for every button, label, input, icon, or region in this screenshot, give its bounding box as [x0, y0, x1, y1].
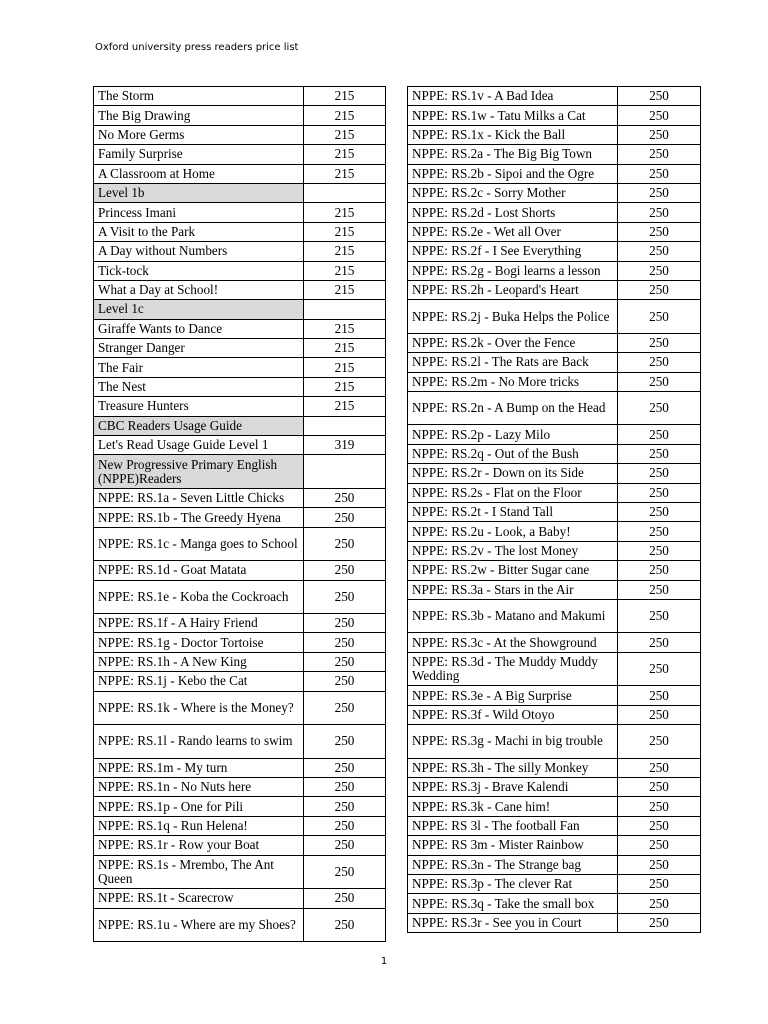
title-cell: NPPE: RS.2k - Over the Fence — [408, 333, 618, 352]
table-row — [408, 913, 701, 932]
price-cell: 250 — [304, 725, 386, 759]
price-cell: 250 — [304, 836, 386, 855]
table-row — [94, 280, 386, 299]
title-cell: Tick-tock — [94, 261, 304, 280]
table-row — [94, 164, 386, 183]
title-cell: The Big Drawing — [94, 106, 304, 125]
title-cell: NPPE: RS.2n - A Bump on the Head — [408, 391, 618, 425]
table-row — [94, 125, 386, 144]
price-cell: 250 — [304, 889, 386, 908]
price-cell: 250 — [304, 561, 386, 580]
title-cell: NPPE: RS.2a - The Big Big Town — [408, 145, 618, 164]
table-row — [408, 633, 701, 652]
price-cell: 250 — [618, 425, 701, 444]
title-cell: NPPE: RS.2l - The Rats are Back — [408, 353, 618, 372]
title-cell: Family Surprise — [94, 145, 304, 164]
title-cell: NPPE: RS.1w - Tatu Milks a Cat — [408, 106, 618, 125]
price-cell: 250 — [618, 652, 701, 686]
price-cell: 250 — [304, 672, 386, 691]
price-cell: 250 — [304, 633, 386, 652]
table-row — [408, 183, 701, 202]
table-row — [94, 358, 386, 377]
table-row — [408, 164, 701, 183]
section-heading-row — [94, 183, 386, 202]
table-row — [94, 889, 386, 908]
title-cell: NPPE: RS.1p - One for Pili — [94, 797, 304, 816]
price-cell: 215 — [304, 125, 386, 144]
price-cell: 250 — [618, 836, 701, 855]
title-cell: NPPE: RS.1s - Mrembo, The Ant Queen — [94, 855, 304, 889]
table-row — [408, 145, 701, 164]
price-cell — [304, 455, 386, 489]
title-cell: Princess Imani — [94, 203, 304, 222]
price-cell: 215 — [304, 106, 386, 125]
price-cell: 250 — [618, 541, 701, 560]
table-row — [94, 561, 386, 580]
table-row — [408, 353, 701, 372]
price-cell: 250 — [618, 483, 701, 502]
table-row — [408, 541, 701, 560]
price-cell: 250 — [618, 106, 701, 125]
table-row — [94, 106, 386, 125]
price-cell: 250 — [618, 242, 701, 261]
price-cell: 250 — [304, 527, 386, 561]
price-cell: 250 — [618, 353, 701, 372]
price-cell: 319 — [304, 436, 386, 455]
table-row — [94, 145, 386, 164]
price-cell: 250 — [618, 444, 701, 463]
table-row — [408, 561, 701, 580]
price-table-left — [93, 86, 386, 942]
title-cell: NPPE: RS.2e - Wet all Over — [408, 222, 618, 241]
price-cell: 215 — [304, 145, 386, 164]
price-cell: 250 — [304, 580, 386, 614]
table-row — [408, 106, 701, 125]
title-cell: NPPE: RS.1a - Seven Little Chicks — [94, 488, 304, 507]
table-row — [94, 527, 386, 561]
table-row — [408, 686, 701, 705]
table-row — [94, 261, 386, 280]
title-cell: NPPE: RS.3b - Matano and Makumi — [408, 599, 618, 633]
table-row — [408, 503, 701, 522]
table-row — [408, 444, 701, 463]
price-cell: 215 — [304, 319, 386, 338]
table-row — [94, 436, 386, 455]
title-cell: NPPE: RS.3j - Brave Kalendi — [408, 778, 618, 797]
table-row — [94, 222, 386, 241]
price-cell: 215 — [304, 242, 386, 261]
title-cell: The Fair — [94, 358, 304, 377]
price-cell: 215 — [304, 87, 386, 106]
table-row — [94, 855, 386, 889]
price-cell: 250 — [618, 391, 701, 425]
section-heading: CBC Readers Usage Guide — [94, 416, 304, 435]
title-cell: NPPE: RS.1e - Koba the Cockroach — [94, 580, 304, 614]
price-cell: 250 — [304, 488, 386, 507]
table-row — [408, 875, 701, 894]
title-cell: NPPE: RS.2f - I See Everything — [408, 242, 618, 261]
title-cell: NPPE: RS.2r - Down on its Side — [408, 464, 618, 483]
table-row — [408, 705, 701, 724]
title-cell: NPPE: RS.1j - Kebo the Cat — [94, 672, 304, 691]
title-cell: NPPE: RS.1v - A Bad Idea — [408, 87, 618, 106]
title-cell: NPPE: RS.1c - Manga goes to School — [94, 527, 304, 561]
title-cell: NPPE: RS.3p - The clever Rat — [408, 875, 618, 894]
title-cell: NPPE: RS.2u - Look, a Baby! — [408, 522, 618, 541]
table-row — [408, 725, 701, 759]
table-row — [408, 425, 701, 444]
title-cell: NPPE: RS.2p - Lazy Milo — [408, 425, 618, 444]
title-cell: Stranger Danger — [94, 339, 304, 358]
table-row — [94, 725, 386, 759]
title-cell: NPPE: RS.1n - No Nuts here — [94, 778, 304, 797]
title-cell: NPPE: RS.2h - Leopard's Heart — [408, 280, 618, 299]
price-cell: 250 — [618, 280, 701, 299]
title-cell: NPPE: RS.1l - Rando learns to swim — [94, 725, 304, 759]
table-row — [408, 599, 701, 633]
table-row — [408, 894, 701, 913]
title-cell: A Classroom at Home — [94, 164, 304, 183]
section-heading: Level 1c — [94, 300, 304, 319]
price-table-right — [407, 86, 701, 933]
price-cell: 250 — [618, 599, 701, 633]
table-row — [94, 203, 386, 222]
table-row — [94, 508, 386, 527]
price-cell: 250 — [618, 183, 701, 202]
title-cell: NPPE: RS.1g - Doctor Tortoise — [94, 633, 304, 652]
title-cell: NPPE: RS.2c - Sorry Mother — [408, 183, 618, 202]
table-row — [408, 222, 701, 241]
table-row — [94, 836, 386, 855]
price-cell: 250 — [618, 816, 701, 835]
table-row — [408, 333, 701, 352]
table-row — [408, 125, 701, 144]
price-cell: 250 — [304, 652, 386, 671]
title-cell: The Storm — [94, 87, 304, 106]
price-cell: 250 — [618, 125, 701, 144]
title-cell: NPPE: RS.3q - Take the small box — [408, 894, 618, 913]
price-cell — [304, 416, 386, 435]
title-cell: No More Germs — [94, 125, 304, 144]
section-heading: Level 1b — [94, 183, 304, 202]
table-row — [94, 242, 386, 261]
price-cell: 250 — [304, 778, 386, 797]
section-heading: New Progressive Primary English (NPPE)Readers — [94, 455, 304, 489]
title-cell: Let's Read Usage Guide Level 1 — [94, 436, 304, 455]
price-cell: 250 — [304, 855, 386, 889]
price-cell: 250 — [618, 561, 701, 580]
title-cell: Giraffe Wants to Dance — [94, 319, 304, 338]
section-heading-row — [94, 455, 386, 489]
title-cell: NPPE: RS.2j - Buka Helps the Police — [408, 300, 618, 334]
price-cell: 250 — [618, 87, 701, 106]
price-cell: 250 — [618, 522, 701, 541]
price-cell: 250 — [618, 372, 701, 391]
table-row — [408, 372, 701, 391]
title-cell: NPPE: RS.3n - The Strange bag — [408, 855, 618, 874]
table-row — [94, 633, 386, 652]
title-cell: NPPE: RS.2g - Bogi learns a lesson — [408, 261, 618, 280]
title-cell: NPPE: RS.3d - The Muddy Muddy Wedding — [408, 652, 618, 686]
price-cell: 215 — [304, 397, 386, 416]
table-row — [94, 778, 386, 797]
page-number: 1 — [380, 956, 388, 967]
title-cell: A Visit to the Park — [94, 222, 304, 241]
price-cell: 250 — [304, 908, 386, 942]
price-cell: 250 — [618, 464, 701, 483]
table-row — [408, 300, 701, 334]
section-heading-row — [94, 416, 386, 435]
title-cell: What a Day at School! — [94, 280, 304, 299]
page-header-title: Oxford university press readers price list — [95, 42, 299, 53]
title-cell: NPPE: RS 3l - The football Fan — [408, 816, 618, 835]
table-row — [94, 377, 386, 396]
title-cell: NPPE: RS.3g - Machi in big trouble — [408, 725, 618, 759]
price-cell: 215 — [304, 339, 386, 358]
price-cell: 250 — [304, 758, 386, 777]
title-cell: NPPE: RS.2d - Lost Shorts — [408, 203, 618, 222]
price-cell: 250 — [618, 203, 701, 222]
title-cell: NPPE: RS.1q - Run Helena! — [94, 816, 304, 835]
title-cell: NPPE: RS.3e - A Big Surprise — [408, 686, 618, 705]
table-row — [408, 778, 701, 797]
table-row — [408, 483, 701, 502]
price-cell: 250 — [618, 758, 701, 777]
table-row — [94, 816, 386, 835]
price-cell: 250 — [304, 691, 386, 725]
table-row — [408, 203, 701, 222]
table-row — [94, 672, 386, 691]
title-cell: NPPE: RS.1u - Where are my Shoes? — [94, 908, 304, 942]
table-row — [94, 339, 386, 358]
price-cell: 250 — [618, 164, 701, 183]
table-row — [94, 797, 386, 816]
table-row — [408, 261, 701, 280]
title-cell: NPPE: RS.1x - Kick the Ball — [408, 125, 618, 144]
table-row — [408, 87, 701, 106]
price-cell: 215 — [304, 377, 386, 396]
price-cell: 250 — [618, 778, 701, 797]
title-cell: NPPE: RS.3h - The silly Monkey — [408, 758, 618, 777]
table-row — [408, 816, 701, 835]
price-cell: 215 — [304, 203, 386, 222]
title-cell: NPPE: RS.2s - Flat on the Floor — [408, 483, 618, 502]
price-cell: 250 — [618, 855, 701, 874]
table-row — [94, 758, 386, 777]
price-cell: 250 — [618, 894, 701, 913]
title-cell: NPPE: RS.1f - A Hairy Friend — [94, 614, 304, 633]
price-cell: 250 — [618, 913, 701, 932]
title-cell: NPPE: RS.3r - See you in Court — [408, 913, 618, 932]
table-row — [408, 652, 701, 686]
title-cell: NPPE: RS.2m - No More tricks — [408, 372, 618, 391]
price-cell: 215 — [304, 164, 386, 183]
price-cell: 250 — [304, 816, 386, 835]
price-cell: 250 — [304, 797, 386, 816]
table-row — [408, 464, 701, 483]
title-cell: NPPE: RS.1k - Where is the Money? — [94, 691, 304, 725]
title-cell: NPPE: RS.3f - Wild Otoyo — [408, 705, 618, 724]
price-cell: 250 — [618, 333, 701, 352]
title-cell: NPPE: RS.3a - Stars in the Air — [408, 580, 618, 599]
table-row — [94, 319, 386, 338]
title-cell: NPPE: RS.3k - Cane him! — [408, 797, 618, 816]
price-cell: 250 — [618, 503, 701, 522]
table-row — [94, 580, 386, 614]
price-cell: 250 — [618, 725, 701, 759]
price-cell — [304, 183, 386, 202]
table-row — [408, 280, 701, 299]
title-cell: A Day without Numbers — [94, 242, 304, 261]
table-row — [94, 87, 386, 106]
price-cell: 250 — [618, 686, 701, 705]
title-cell: NPPE: RS.1t - Scarecrow — [94, 889, 304, 908]
price-cell: 250 — [618, 261, 701, 280]
title-cell: NPPE: RS.2b - Sipoi and the Ogre — [408, 164, 618, 183]
price-cell: 250 — [618, 222, 701, 241]
title-cell: NPPE: RS.2v - The lost Money — [408, 541, 618, 560]
section-heading-row — [94, 300, 386, 319]
table-row — [94, 488, 386, 507]
price-cell: 250 — [618, 580, 701, 599]
price-cell: 250 — [618, 633, 701, 652]
title-cell: NPPE: RS.1r - Row your Boat — [94, 836, 304, 855]
table-row — [408, 855, 701, 874]
title-cell: NPPE: RS.1m - My turn — [94, 758, 304, 777]
title-cell: NPPE: RS 3m - Mister Rainbow — [408, 836, 618, 855]
table-row — [94, 908, 386, 942]
price-cell: 215 — [304, 280, 386, 299]
price-cell: 250 — [618, 705, 701, 724]
table-row — [94, 652, 386, 671]
table-row — [94, 691, 386, 725]
table-row — [408, 242, 701, 261]
price-cell: 250 — [618, 797, 701, 816]
table-row — [408, 522, 701, 541]
table-row — [408, 391, 701, 425]
price-cell: 250 — [618, 145, 701, 164]
price-cell: 250 — [618, 300, 701, 334]
table-row — [408, 580, 701, 599]
title-cell: NPPE: RS.1b - The Greedy Hyena — [94, 508, 304, 527]
price-cell — [304, 300, 386, 319]
table-row — [408, 797, 701, 816]
table-row — [94, 614, 386, 633]
title-cell: Treasure Hunters — [94, 397, 304, 416]
title-cell: NPPE: RS.3c - At the Showground — [408, 633, 618, 652]
price-cell: 215 — [304, 261, 386, 280]
table-row — [94, 397, 386, 416]
title-cell: NPPE: RS.1h - A New King — [94, 652, 304, 671]
table-row — [408, 836, 701, 855]
title-cell: NPPE: RS.2q - Out of the Bush — [408, 444, 618, 463]
title-cell: NPPE: RS.1d - Goat Matata — [94, 561, 304, 580]
price-cell: 215 — [304, 222, 386, 241]
price-cell: 250 — [304, 508, 386, 527]
title-cell: NPPE: RS.2t - I Stand Tall — [408, 503, 618, 522]
table-row — [408, 758, 701, 777]
title-cell: NPPE: RS.2w - Bitter Sugar cane — [408, 561, 618, 580]
title-cell: The Nest — [94, 377, 304, 396]
price-cell: 250 — [618, 875, 701, 894]
price-cell: 215 — [304, 358, 386, 377]
price-cell: 250 — [304, 614, 386, 633]
